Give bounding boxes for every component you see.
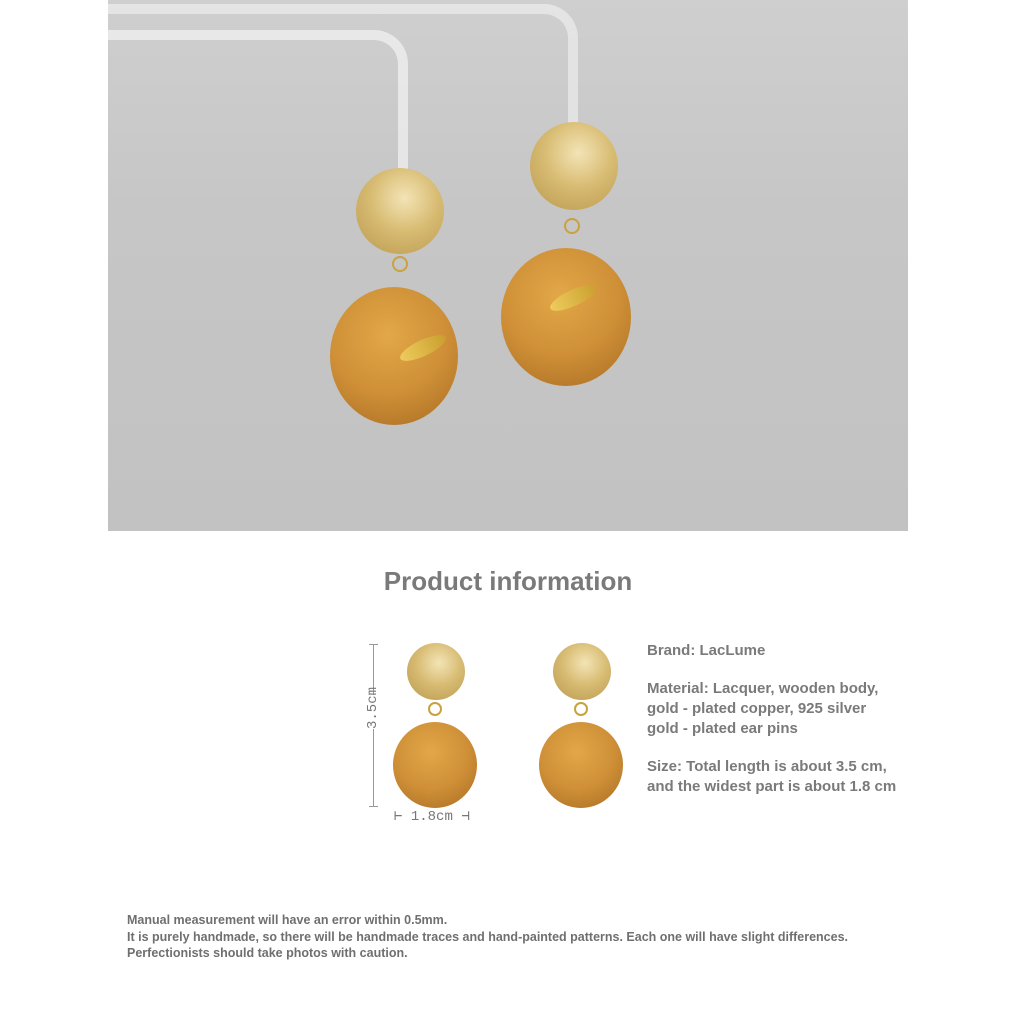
lacquer-bead [539, 722, 623, 808]
lacquer-bead [501, 248, 631, 386]
brand-text: Brand: LacLume [647, 642, 766, 659]
section-title: Product information [383, 566, 633, 596]
gold-bead [553, 643, 611, 700]
tick [369, 644, 378, 645]
lacquer-bead [393, 722, 477, 808]
size-text: Size: Total length is about 3.5 cm, and the widest part is about 1.8 cm [647, 758, 897, 795]
height-label: 3.5cm [353, 695, 393, 729]
jump-ring [428, 702, 442, 716]
lacquer-bead [330, 287, 458, 425]
tick [369, 806, 378, 807]
gold-bead [530, 122, 618, 210]
width-label: ⊢ 1.8cm ⊣ [394, 809, 470, 825]
note-line: Manual measurement will have an error within 0.5mm. [127, 913, 448, 927]
product-info [647, 641, 897, 815]
dimension-diagram [360, 640, 640, 830]
disclaimer-notes [127, 912, 848, 962]
width-value: 1.8cm [410, 809, 453, 825]
jump-ring [564, 218, 580, 234]
note-line: Perfectionists should take photos with caution. [127, 946, 408, 960]
jump-ring [574, 702, 588, 716]
jump-ring [392, 256, 408, 272]
note-line: It is purely handmade, so there will be handmade traces and hand-painted patterns. Each one will have slight differences. [127, 929, 849, 944]
material-text: Material: Lacquer, wooden body, gold - plated copper, 925 silver gold - plated ear pins [647, 680, 879, 737]
gold-bead [356, 168, 444, 254]
product-photo [108, 0, 908, 531]
gold-bead [407, 643, 465, 700]
